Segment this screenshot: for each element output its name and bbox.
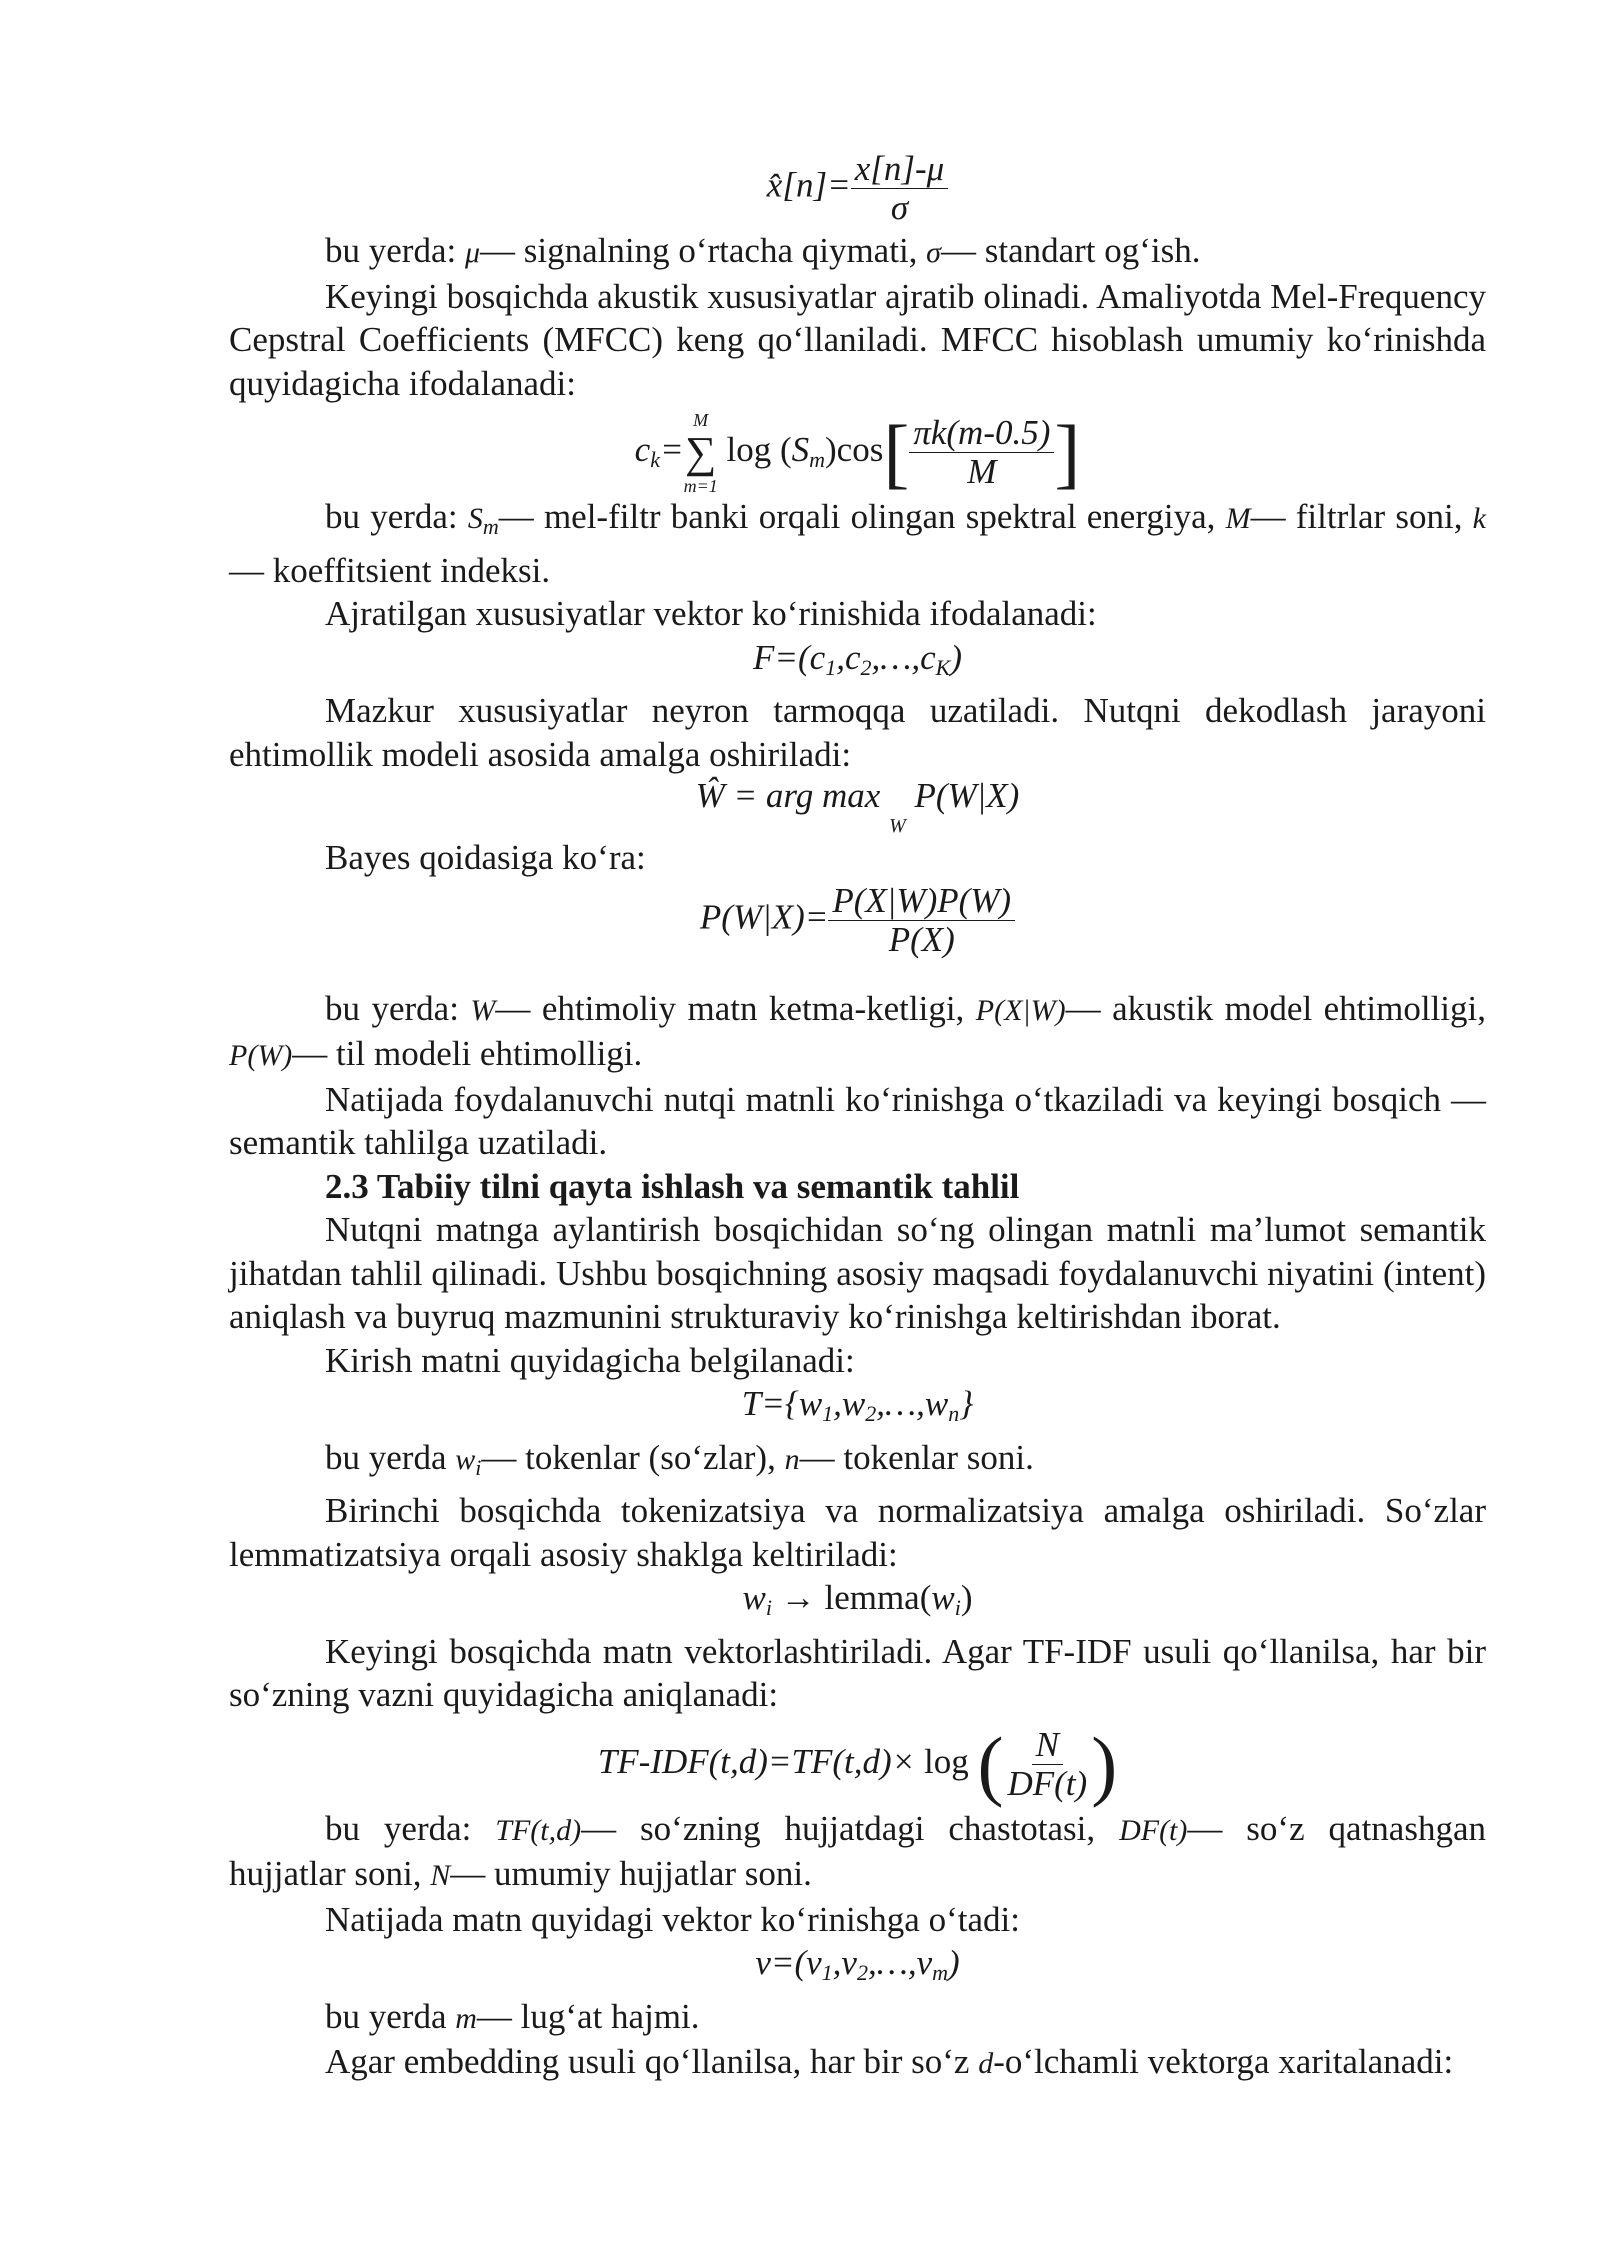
equation-normalization: x̂[n]= $\frac{x[n]-\mu}{\sigma}$ (229, 150, 1486, 227)
equation-lemma: $w_i$ → $lemma(w_i)$ (742, 1578, 973, 1620)
equation-argmax: Ŵ = arg max W P(W|X) (695, 776, 1020, 837)
paragraph-token-desc: bu yerda $w_i—$ tokenlar (so‘zlar), n— tokenlar soni. (325, 1437, 1034, 1480)
paragraph-mfcc-intro: Keyingi bosqichda akustik xususiyatlar ajratib olinadi. Amaliyotda Mel-Frequency Cepstral Coefficients (MFCC) keng qo‘llaniladi. MFCC hisoblash umumiy ko‘rinishda quyidagicha ifodalanadi: (229, 276, 1486, 403)
paragraph-bayes: Bayes qoidasiga ko‘ra: (325, 838, 646, 877)
paragraph-tokenization: Birinchi bosqichda tokenizatsiya va normalizatsiya amalga oshiriladi. So‘zlar lemmatizatsiya orqali asosiy shaklga keltiriladi: (229, 1491, 1486, 1574)
paragraph-tfidf-desc: bu yerda: TF(t,d)— so‘zning hujjatdagi chastotasi, DF(t)— so‘z qatnashgan hujjatlar soni, N— umumiy hujjatlar soni. (229, 1808, 1486, 1893)
equation-mfcc: $c_k=$ M ∑ m=1 $\log (S_m)\cos$[ $\frac{\pi k(m-0.5)}{M}$ ] (634, 408, 1081, 496)
paragraph-semantic-intro: Nutqni matnga aylantirish bosqichidan so‘ng olingan matnli ma’lumot semantik jihatdan tahlil qilinadi. Ushbu bosqichning asosiy maqsadi foydalanuvchi niyatini (intent) aniqlash va buyruq mazmunini strukturaviy ko‘rinishga keltirishdan iborat. (229, 1210, 1486, 1336)
paragraph-decoding: Mazkur xususiyatlar neyron tarmoqqa uzatiladi. Nutqni dekodlash jarayoni ehtimollik modeli asosida amalga oshiriladi: (229, 691, 1486, 774)
equation-token-set: $T=\{w_1,w_2,\dots,w_n\}$ (741, 1384, 974, 1426)
paragraph-embedding: Agar embedding usuli qo‘llanilsa, har bir so‘z d-o‘lchamli vektorga xaritalanadi: (325, 2042, 1454, 2081)
paragraph-tfidf-intro: Keyingi bosqichda matn vektorlashtiriladi. Agar TF-IDF usuli qo‘llanilsa, har bir so‘zning vazni quyidagicha aniqlanadi: (229, 1631, 1486, 1714)
paragraph-mfcc-desc: bu yerda: $S_m—$ mel-filtr banki orqali olingan spektral energiya, M— filtrlar soni, k— koeffitsient indeksi. (229, 497, 1486, 590)
equation-bayes: P(W|X)= $\frac{P(X|W)P(W)}{P(X)}$ (229, 882, 1486, 959)
paragraph-vector-form: Natijada matn quyidagi vektor ko‘rinishga o‘tadi: (325, 1899, 1020, 1939)
equation-feature-vector: $F=(c_1,c_2,\dots,c_K)$ (753, 637, 962, 680)
paragraph-bayes-desc: bu yerda: W— ehtimoliy matn ketma-ketligi, P(X|W)— akustik model ehtimolligi, P(W)— til modeli ehtimolligi. (229, 988, 1486, 1073)
equation-tfidf: TF-IDF(t,d)=TF(t,d)× log ( $\frac{N}{DF(t)}$ ) (597, 1720, 1118, 1808)
paragraph-feature-vector: Ajratilgan xususiyatlar vektor ko‘rinishida ifodalanadi: (325, 594, 1097, 633)
paragraph-normalization-desc: bu yerda: μ— signalning o‘rtacha qiymati, σ— standart og‘ish. (325, 231, 1201, 270)
paragraph-result: Natijada foydalanuvchi nutqi matnli ko‘rinishga o‘tkaziladi va keyingi bosqich — semantik tahlilga uzatiladi. (229, 1079, 1486, 1162)
equation-vector: $v=(v_1,v_2,\dots,v_m)$ (755, 1943, 960, 1985)
paragraph-input-text: Kirish matni quyidagicha belgilanadi: (325, 1340, 855, 1380)
document-page (229, 150, 1486, 2086)
section-heading: 2.3 Tabiiy tilni qayta ishlash va semantik tahlil (325, 1166, 1020, 1206)
paragraph-vocab-desc: bu yerda m— lug‘at hajmi. (325, 1996, 700, 2036)
